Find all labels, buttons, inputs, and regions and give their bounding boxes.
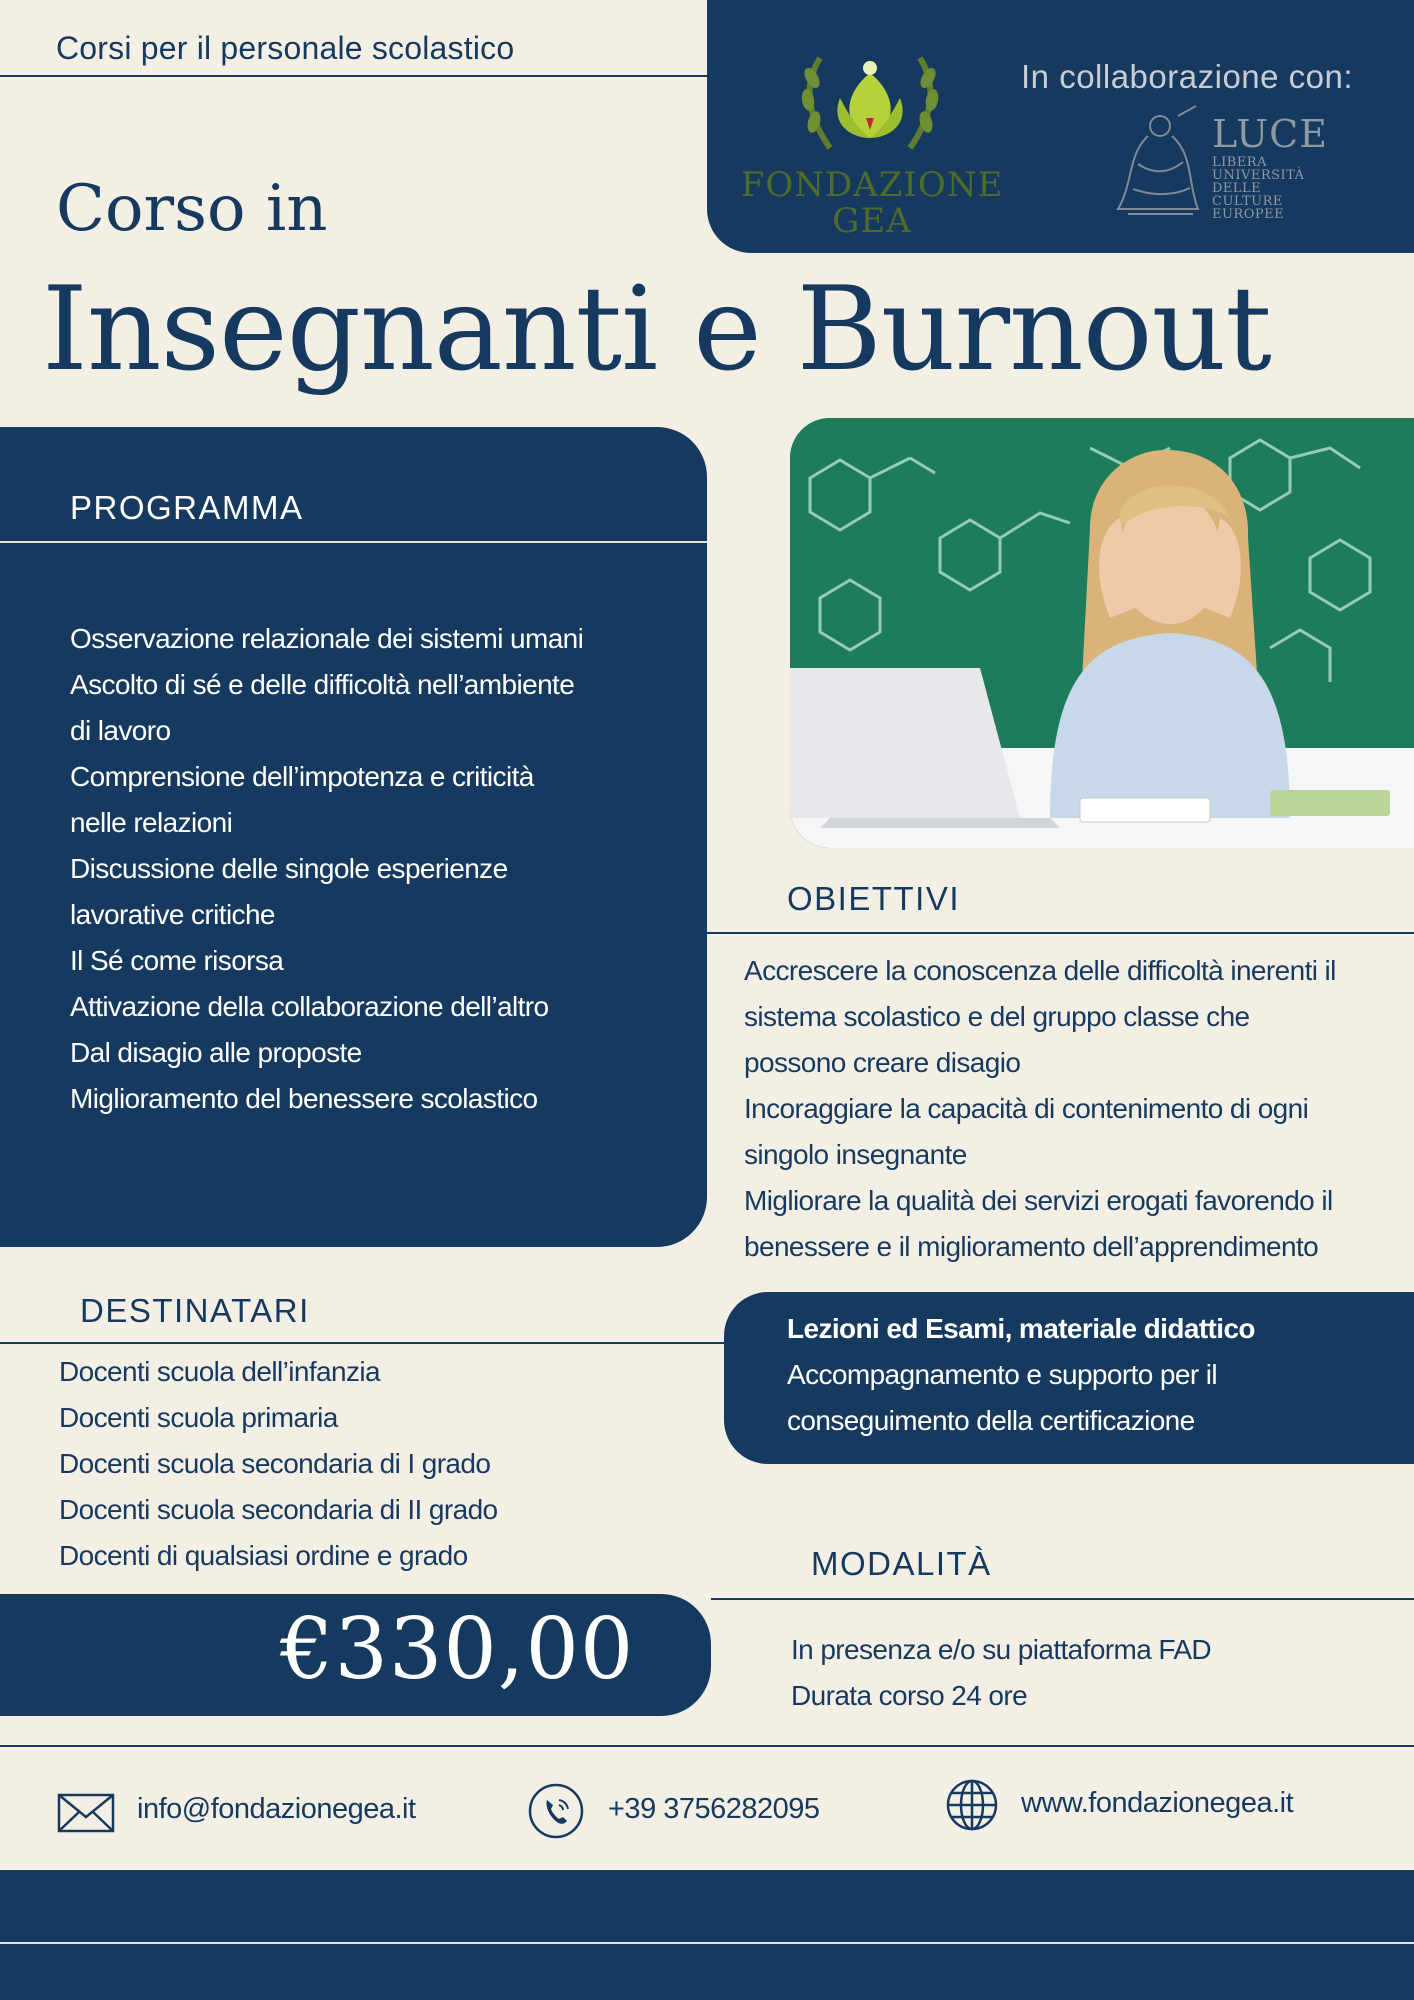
list-item: di lavoro [70,715,171,746]
header-divider [0,75,707,77]
lezioni-line: conseguimento della certificazione [787,1405,1195,1436]
footer-bar [0,1870,1414,2000]
list-item: Durata corso 24 ore [791,1680,1028,1711]
phone-icon [527,1782,585,1840]
gea-logo-icon [790,38,950,166]
list-item: sistema scolastico e del gruppo classe che [744,1001,1250,1032]
modalita-divider [711,1598,1414,1600]
list-item: possono creare disagio [744,1047,1021,1078]
email-icon [57,1793,115,1833]
list-item: Docenti scuola secondaria di I grado [59,1448,491,1479]
modalita-list [791,1627,1391,1719]
list-item: Osservazione relazionale dei sistemi umani [70,623,584,654]
list-item: In presenza e/o su piattaforma FAD [791,1634,1212,1665]
destinatari-heading: DESTINATARI [80,1292,310,1329]
list-item: Ascolto di sé e delle difficoltà nell’ambiente [70,669,575,700]
contacts-divider [0,1745,1414,1747]
teacher-photo [790,418,1414,848]
list-item: Il Sé come risorsa [70,945,284,976]
list-item: benessere e il miglioramento dell’apprendimento [744,1231,1319,1262]
website-link[interactable]: www.fondazionegea.it [1021,1787,1294,1819]
phone-link[interactable]: +39 3756282095 [608,1793,820,1825]
list-item: Incoraggiare la capacità di contenimento di ogni [744,1093,1309,1124]
lezioni-line: Accompagnamento e supporto per il [787,1359,1218,1390]
course-title: Insegnanti e Burnout [42,262,1271,397]
list-item: Attivazione della collaborazione dell’altro [70,991,549,1022]
lezioni-bold-line: Lezioni ed Esami, materiale didattico [787,1313,1255,1344]
destinatari-divider [0,1342,724,1344]
obiettivi-heading: OBIETTIVI [787,880,961,917]
list-item: singolo insegnante [744,1139,967,1170]
list-item: Accrescere la conoscenza delle difficoltà inerenti il [744,955,1336,986]
luce-logo-icon [1108,104,1208,222]
footer-divider [0,1942,1414,1944]
gea-logo-text: FONDAZIONE GEA [740,165,1004,241]
list-item: Docenti scuola dell’infanzia [59,1356,380,1387]
programma-heading: PROGRAMMA [70,489,304,526]
email-link[interactable]: info@fondazionegea.it [137,1793,416,1825]
programma-list [70,616,680,1122]
destinatari-list [59,1349,659,1579]
list-item: Dal disagio alle proposte [70,1037,362,1068]
header-tagline: Corsi per il personale scolastico [56,30,515,66]
list-item: Docenti scuola primaria [59,1402,338,1433]
luce-logo-text: LUCE LIBERA UNIVERSITÀ DELLE CULTURE EUROPEE [1212,112,1328,222]
obiettivi-list [744,948,1404,1270]
collaboration-label: In collaborazione con: [1021,58,1354,95]
obiettivi-divider [707,932,1414,934]
programma-divider [0,541,707,543]
lezioni-text [787,1306,1387,1444]
globe-icon [945,1778,999,1832]
list-item: Discussione delle singole esperienze [70,853,508,884]
list-item: Comprensione dell’impotenza e criticità [70,761,534,792]
list-item: nelle relazioni [70,807,233,838]
list-item: Miglioramento del benessere scolastico [70,1083,538,1114]
course-pretitle: Corso in [56,172,328,246]
list-item: Docenti scuola secondaria di II grado [59,1494,498,1525]
modalita-heading: MODALITÀ [811,1545,992,1582]
list-item: Migliorare la qualità dei servizi erogati favorendo il [744,1185,1333,1216]
list-item: lavorative critiche [70,899,275,930]
course-price: €330,00 [280,1600,635,1698]
list-item: Docenti di qualsiasi ordine e grado [59,1540,468,1571]
